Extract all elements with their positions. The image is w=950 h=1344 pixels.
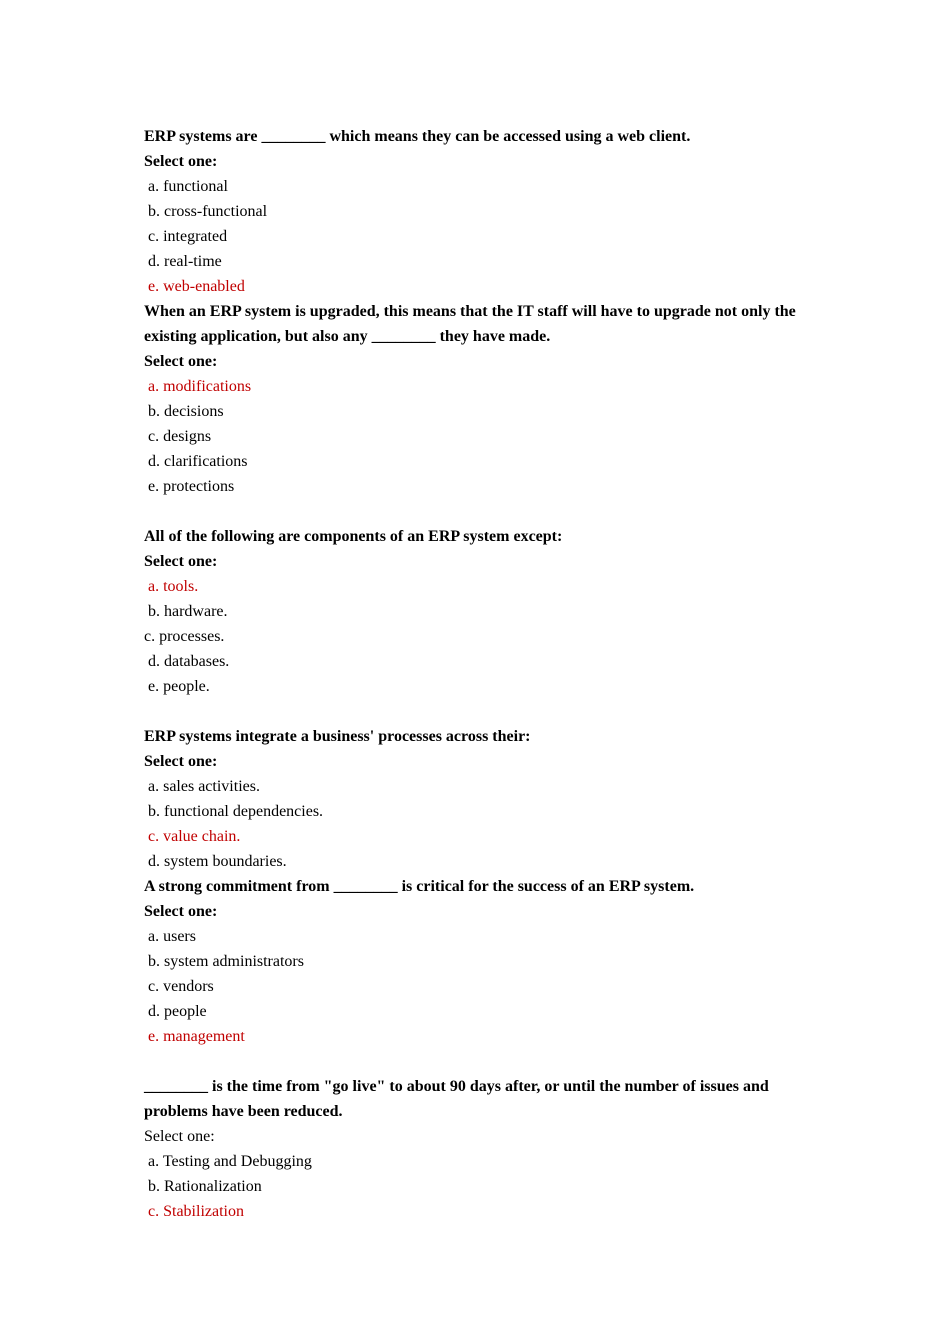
option-e-correct[interactable]: e. management bbox=[148, 1028, 245, 1045]
quiz-document bbox=[144, 124, 824, 1224]
option-a-correct[interactable]: a. modifications bbox=[148, 378, 252, 395]
question-text: ERP systems integrate a business' processes across their: bbox=[144, 728, 531, 745]
question-text: All of the following are components of an ERP system except: bbox=[144, 528, 563, 545]
option-d[interactable]: d. people bbox=[148, 1003, 207, 1020]
option-d[interactable]: d. system boundaries. bbox=[148, 853, 287, 870]
option-a[interactable]: a. functional bbox=[148, 178, 228, 195]
option-b[interactable]: b. cross-functional bbox=[148, 203, 268, 220]
option-c[interactable]: c. processes. bbox=[144, 628, 225, 645]
option-a-correct[interactable]: a. tools. bbox=[148, 578, 199, 595]
select-one-label: Select one: bbox=[144, 903, 218, 920]
option-e[interactable]: e. people. bbox=[148, 678, 210, 695]
question-6 bbox=[144, 1074, 824, 1224]
select-one-label: Select one: bbox=[144, 353, 218, 370]
spacer bbox=[144, 1049, 824, 1074]
question-text: ERP systems are ________ which means they can be accessed using a web client. bbox=[144, 128, 691, 145]
option-b[interactable]: b. hardware. bbox=[148, 603, 228, 620]
option-d[interactable]: d. clarifications bbox=[148, 453, 248, 470]
select-one-label: Select one: bbox=[144, 553, 218, 570]
select-one-label: Select one: bbox=[144, 1128, 215, 1145]
option-c[interactable]: c. vendors bbox=[148, 978, 214, 995]
option-b[interactable]: b. decisions bbox=[148, 403, 224, 420]
question-4 bbox=[144, 724, 824, 874]
question-2 bbox=[144, 299, 824, 499]
option-a[interactable]: a. Testing and Debugging bbox=[148, 1153, 312, 1170]
question-1 bbox=[144, 124, 824, 299]
option-b[interactable]: b. Rationalization bbox=[148, 1178, 262, 1195]
option-e[interactable]: e. protections bbox=[148, 478, 235, 495]
option-c-correct[interactable]: c. value chain. bbox=[148, 828, 241, 845]
option-c[interactable]: c. integrated bbox=[148, 228, 228, 245]
option-a[interactable]: a. users bbox=[148, 928, 196, 945]
option-b[interactable]: b. system administrators bbox=[148, 953, 304, 970]
option-d[interactable]: d. databases. bbox=[148, 653, 230, 670]
question-3 bbox=[144, 524, 824, 699]
question-text: ________ is the time from "go live" to about 90 days after, or until the number of issues and problems have been reduced. bbox=[144, 1078, 769, 1120]
option-a[interactable]: a. sales activities. bbox=[148, 778, 260, 795]
select-one-label: Select one: bbox=[144, 153, 218, 170]
option-c-correct[interactable]: c. Stabilization bbox=[148, 1203, 244, 1220]
spacer bbox=[144, 499, 824, 524]
option-e-correct[interactable]: e. web-enabled bbox=[148, 278, 245, 295]
select-one-label: Select one: bbox=[144, 753, 218, 770]
spacer bbox=[144, 699, 824, 724]
option-d[interactable]: d. real-time bbox=[148, 253, 222, 270]
question-text: A strong commitment from ________ is critical for the success of an ERP system. bbox=[144, 878, 695, 895]
question-5 bbox=[144, 874, 824, 1049]
option-c[interactable]: c. designs bbox=[148, 428, 212, 445]
question-text: When an ERP system is upgraded, this means that the IT staff will have to upgrade not only the existing application, but also any ________ they have made. bbox=[144, 303, 796, 345]
option-b[interactable]: b. functional dependencies. bbox=[148, 803, 324, 820]
